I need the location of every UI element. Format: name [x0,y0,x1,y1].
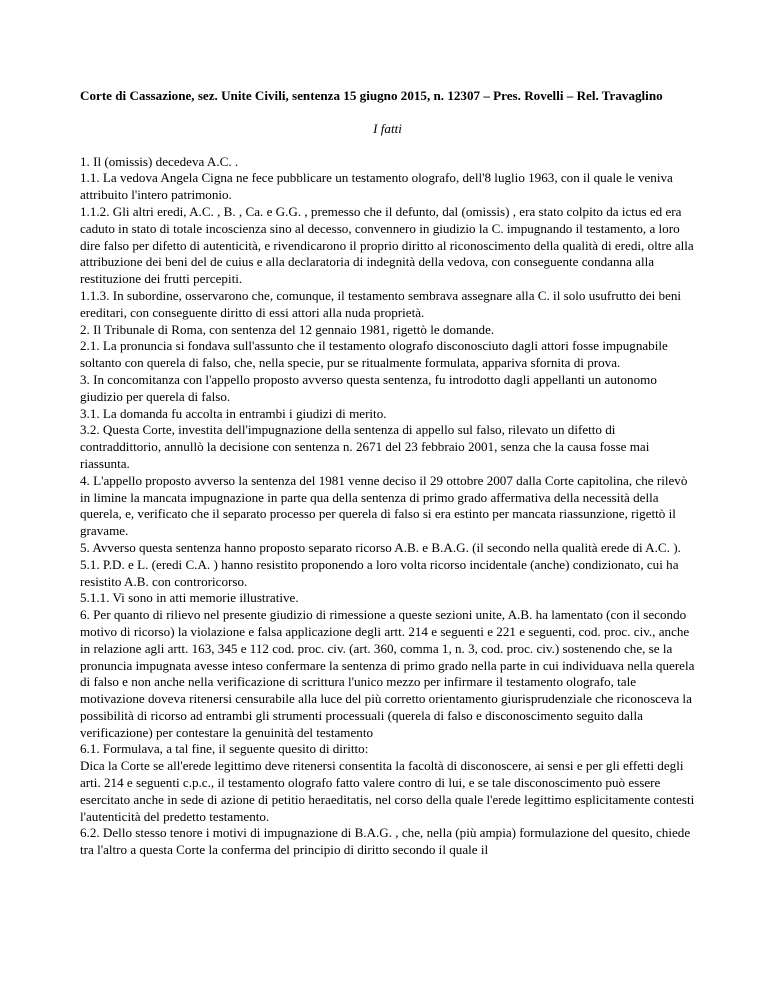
paragraph: 3.2. Questa Corte, investita dell'impugnazione della sentenza di appello sul falso, rilevato un difetto di contraddittorio, annullò la decisione con sentenza n. 2671 del 23 febbraio 2001, senza che la causa fosse mai riassunta. [80,422,650,471]
paragraph: 2. Il Tribunale di Roma, con sentenza del 12 gennaio 1981, rigettò le domande. [80,321,495,337]
paragraph: 3.1. La domanda fu accolta in entrambi i giudizi di merito. [80,405,387,421]
paragraph: Dica la Corte se all'erede legittimo deve ritenersi consentita la facoltà di disconoscere, ai sensi e per gli effetti degli arti. 214 e seguenti c.p.c., il testamento olografo fatto valere contro di lui, e se tale disconoscimento può essere esercitato anche in sede di azione di petitio heraeditatis, nel corso della quale l'erede legittimo esplicitamente contesti l'autenticità del predetto testamento. [80,758,695,824]
paragraph: 1.1.2. Gli altri eredi, A.C. , B. , Ca. e G.G. , premesso che il defunto, dal (omissis) , era stato colpito da ictus ed era caduto in stato di totale incoscienza sino al decesso, convennero in giudizio la C. impugnando il testamento, a loro dire falso per difetto di autenticità, e rivendicarono il proprio diritto al riconoscimento della qualità di eredi, oltre alla attribuzione dei beni del de cuius e alla declaratoria di indegnità della vedova, con conseguente condanna alla restituzione dei frutti percepiti. [80,203,694,287]
paragraph: 6.1. Formulava, a tal fine, il seguente quesito di diritto: [80,741,369,757]
paragraph: 6.2. Dello stesso tenore i motivi di impugnazione di B.A.G. , che, nella (più ampia) formulazione del quesito, chiede tra l'altro a questa Corte la conferma del principio di diritto secondo il quale il [80,825,691,858]
paragraph: 1.1. La vedova Angela Cigna ne fece pubblicare un testamento olografo, dell'8 luglio 1963, con il quale le veniva attribuito l'intero patrimonio. [80,170,673,203]
paragraph: 3. In concomitanza con l'appello proposto avverso questa sentenza, fu introdotto dagli appellanti un autonomo giudizio per querela di falso. [80,371,657,404]
document-title: Corte di Cassazione, sez. Unite Civili, sentenza 15 giugno 2015, n. 12307 – Pres. Rovelli – Rel. Travaglino [80,88,663,103]
paragraph: 4. L'appello proposto avverso la sentenza del 1981 venne deciso il 29 ottobre 2007 dalla Corte capitolina, che rilevò in limine la mancata impugnazione in parte qua della sentenza di primo grado affermativa della necessità della querela, e, verificato che il separato processo per querela di falso si era estinto per mancata riassunzione, rigettò il gravame. [80,472,688,539]
paragraph: 1.1.3. In subordine, osservarono che, comunque, il testamento sembrava assegnare alla C. il solo usufrutto dei beni ereditari, con conseguente diritto di essi attori alla nuda proprietà. [80,287,682,320]
paragraph: 5.1. P.D. e L. (eredi C.A. ) hanno resistito proponendo a loro volta ricorso incidentale (anche) condizionato, cui ha resistito A.B. con controricorso. [80,556,679,589]
paragraph: 5.1.1. Vi sono in atti memorie illustrative. [80,590,299,606]
paragraph: 1. Il (omissis) decedeva A.C. . [80,153,239,169]
section-heading: I fatti [373,120,402,136]
paragraph: 2.1. La pronuncia si fondava sull'assunto che il testamento olografo disconosciuto dagli attori fosse impugnabile soltanto con querela di falso, che, nella specie, pur se ritualmente formulata, appariva sfornita di prova. [80,338,668,371]
document-page [80,88,695,859]
paragraph: 5. Avverso questa sentenza hanno proposto separato ricorso A.B. e B.A.G. (il secondo nella qualità erede di A.C. ). [80,539,681,555]
document-body [80,154,695,859]
paragraph: 6. Per quanto di rilievo nel presente giudizio di rimessione a queste sezioni unite, A.B. ha lamentato (con il secondo motivo di ricorso) la violazione e falsa applicazione degli artt. 214 e seguenti e 221 e seguenti, cod. proc. civ., anche in relazione agli artt. 163, 345 e 112 cod. proc. civ. (art. 360, comma 1, n. 3, cod. proc. civ.) sostenendo che, se la pronuncia impugnata avesse inteso confermare la sentenza di primo grado nella parte in cui individuava nella querela di falso e non anche nella verificazione di scrittura l'unico mezzo per infirmare il testamento olografo, tale motivazione doveva ritenersi censurabile alla luce del più corretto orientamento giurisprudenziale che riconosceva la possibilità di ricorso ad entrambi gli strumenti processuali (querela di falso e disconoscimento seguito dalla verificazione) per contestare la genuinità del testamento [80,607,695,740]
